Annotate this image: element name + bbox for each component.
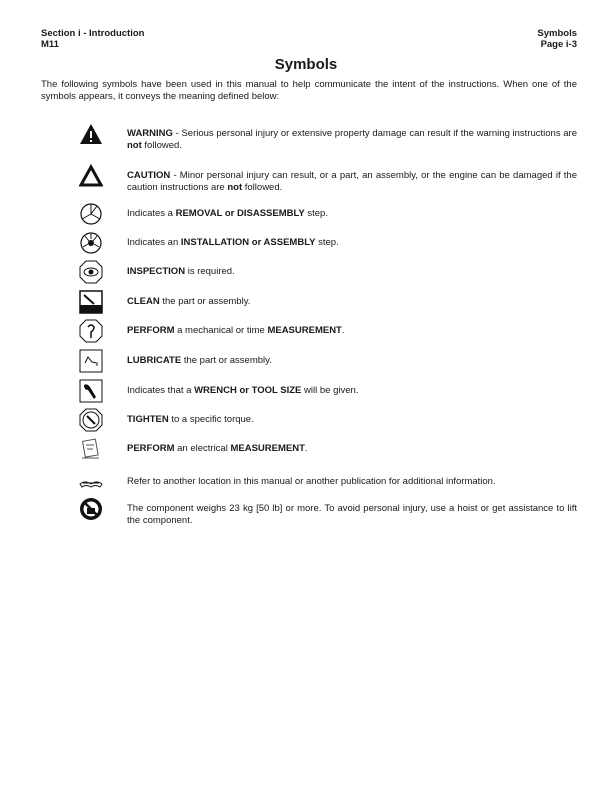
symbol-text-bold: WRENCH or TOOL SIZE	[194, 385, 302, 396]
symbol-text-pre: Indicates that a	[127, 385, 195, 396]
symbol-text-pre: The component weighs 23 kg [50 lb] or more. To avoid personal injury, use a hoist or get assistance to lift the component.	[127, 503, 577, 526]
symbol-row	[79, 296, 577, 314]
book-reference-icon	[79, 470, 103, 494]
symbol-text-post: a mechanical or time	[174, 325, 268, 336]
symbol-text-post2: followed.	[141, 139, 182, 151]
symbol-row	[79, 385, 577, 403]
symbol-description	[127, 503, 577, 526]
symbol-text-bold: INSPECTION	[127, 266, 186, 277]
symbol-text-post2: .	[304, 443, 308, 454]
page-title: Symbols	[274, 56, 338, 73]
symbol-description	[127, 414, 577, 426]
symbol-text-post: - Serious personal injury or extensive property damage can result if the warning instructions are	[172, 128, 577, 139]
symbol-text-post2: followed.	[242, 181, 283, 193]
symbol-row	[79, 476, 577, 494]
symbol-text-pre: Indicates an	[127, 237, 181, 248]
symbol-text-pre: Indicates a	[127, 208, 176, 219]
symbol-description	[127, 208, 577, 220]
symbol-description	[127, 385, 577, 397]
symbol-text-bold: WARNING	[127, 128, 173, 139]
lubricate-icon	[79, 349, 103, 373]
symbol-text-post: - Minor personal injury can result, or a part, an assembly, or the engine can be damaged if the caution instructions are	[127, 170, 577, 193]
symbol-text-bold: INSTALLATION or ASSEMBLY	[180, 237, 316, 248]
symbol-text-post: an electrical	[174, 443, 231, 454]
symbol-description	[127, 296, 577, 308]
model-label: M11	[41, 39, 59, 50]
symbol-description	[127, 476, 577, 488]
symbol-description	[127, 266, 577, 278]
symbol-text-post: will be given.	[301, 385, 359, 396]
symbol-text-post: to a specific torque.	[168, 414, 254, 425]
measurement-icon	[79, 319, 103, 343]
symbol-text-bold2: not	[127, 139, 142, 151]
symbol-text-bold: CAUTION	[127, 170, 171, 181]
installation-icon	[79, 231, 103, 255]
symbol-text-bold: REMOVAL or DISASSEMBLY	[175, 208, 305, 219]
heavy-lift-icon	[79, 497, 103, 521]
electrical-meter-icon	[79, 437, 103, 461]
topic-label: Symbols	[537, 28, 577, 39]
symbol-description	[127, 443, 577, 455]
inspection-eye-icon	[79, 260, 103, 284]
symbol-text-post: the part or assembly.	[159, 296, 251, 307]
symbol-description	[127, 355, 577, 367]
section-label: Section i - Introduction	[41, 28, 145, 39]
symbol-text-bold: TIGHTEN	[127, 414, 169, 425]
symbol-row	[79, 266, 577, 284]
header-right	[537, 28, 577, 50]
tighten-icon	[79, 408, 103, 432]
page-number: Page i-3	[540, 39, 577, 50]
symbol-text-bold: PERFORM	[127, 443, 175, 454]
symbol-text-post: the part or assembly.	[181, 355, 272, 366]
clean-icon	[79, 290, 103, 314]
symbol-text-post: step.	[304, 208, 328, 219]
symbol-row	[79, 170, 577, 193]
symbol-row	[79, 208, 577, 226]
symbol-row	[79, 237, 577, 255]
symbol-row	[79, 503, 577, 526]
warning-icon	[79, 122, 103, 146]
symbol-text-bold2: MEASUREMENT	[267, 325, 342, 336]
symbol-text-post: step.	[315, 237, 339, 248]
symbol-row	[79, 414, 577, 432]
symbol-row	[79, 443, 577, 461]
symbol-row	[79, 128, 577, 151]
caution-icon	[79, 164, 103, 188]
symbol-row	[79, 355, 577, 373]
symbol-text-bold: PERFORM	[127, 325, 175, 336]
header-left	[41, 28, 144, 50]
intro-paragraph: The following symbols have been used in this manual to help communicate the intent of the instructions. When one of the symbols appears, it conveys the meaning defined below:	[41, 79, 577, 102]
symbol-description	[127, 128, 577, 151]
symbol-description	[127, 237, 577, 249]
symbol-description	[127, 170, 577, 193]
symbol-description	[127, 325, 577, 337]
symbol-text-pre: Refer to another location in this manual or another publication for additional information.	[127, 476, 496, 487]
symbol-text-bold: CLEAN	[127, 296, 160, 307]
symbol-text-bold: LUBRICATE	[127, 355, 182, 366]
symbol-text-bold2: MEASUREMENT	[230, 443, 305, 454]
symbol-text-post: is required.	[185, 266, 235, 277]
removal-icon	[79, 202, 103, 226]
symbol-text-bold2: not	[227, 181, 243, 193]
symbol-text-post2: .	[341, 325, 345, 336]
symbol-row	[79, 325, 577, 343]
wrench-icon	[79, 379, 103, 403]
